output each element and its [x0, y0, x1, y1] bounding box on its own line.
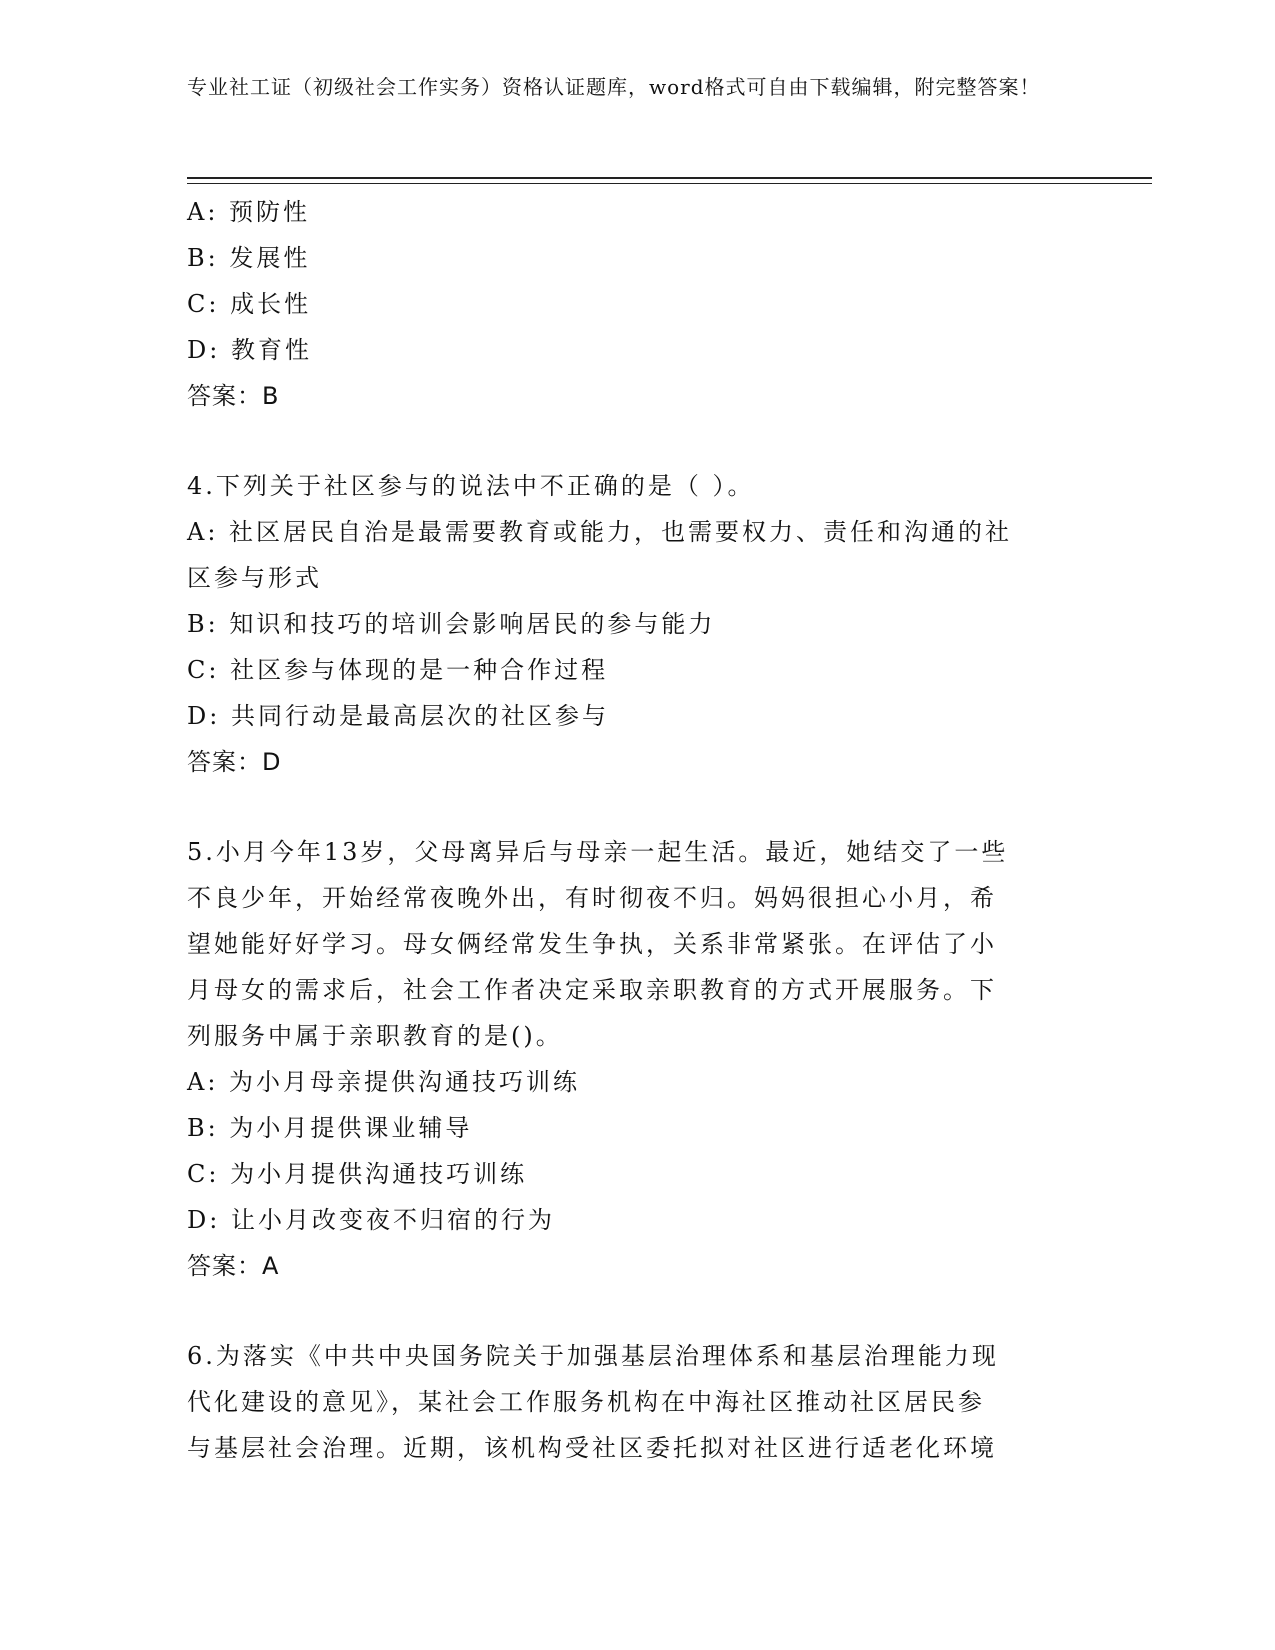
- answer-label: 答案：A: [187, 1252, 280, 1280]
- question-stem-line: 与基层社会治理。近期，该机构受社区委托拟对社区进行适老化环境: [187, 1434, 997, 1462]
- option-c: C: 社区参与体现的是一种合作过程: [187, 656, 609, 684]
- option-d: D: 教育性: [187, 336, 312, 364]
- question-stem-line: 代化建设的意见》，某社会工作服务机构在中海社区推动社区居民参: [187, 1388, 985, 1416]
- question-5: [187, 829, 1077, 1289]
- answer-label: 答案：D: [187, 748, 282, 776]
- option-a-continued: 区参与形式: [187, 564, 322, 592]
- question-6: [187, 1333, 1077, 1471]
- option-a: A: 为小月母亲提供沟通技巧训练: [187, 1068, 581, 1096]
- question-3: [187, 189, 1077, 419]
- option-b: B: 为小月提供课业辅导: [187, 1114, 473, 1142]
- question-content: [187, 189, 1077, 1471]
- question-stem-line: 月母女的需求后，社会工作者决定采取亲职教育的方式开展服务。下: [187, 976, 997, 1004]
- question-stem-line: 列服务中属于亲职教育的是()。: [187, 1022, 563, 1050]
- question-stem-line: 6.为落实《中共中央国务院关于加强基层治理体系和基层治理能力现: [187, 1342, 999, 1370]
- question-stem-line: 5.小月今年13岁，父母离异后与母亲一起生活。最近，她结交了一些: [187, 838, 1009, 866]
- option-d: D: 让小月改变夜不归宿的行为: [187, 1206, 555, 1234]
- question-stem-line: 望她能好好学习。母女俩经常发生争执，关系非常紧张。在评估了小: [187, 930, 997, 958]
- option-d: D: 共同行动是最高层次的社区参与: [187, 702, 609, 730]
- option-b: B: 发展性: [187, 244, 311, 272]
- question-4: [187, 463, 1077, 785]
- header-rule-thick: [187, 177, 1152, 179]
- option-c: C: 成长性: [187, 290, 312, 318]
- header-rule-thin: [187, 183, 1152, 184]
- question-stem-line: 不良少年，开始经常夜晚外出，有时彻夜不归。妈妈很担心小月，希: [187, 884, 997, 912]
- answer-label: 答案：B: [187, 382, 280, 410]
- option-c: C: 为小月提供沟通技巧训练: [187, 1160, 528, 1188]
- option-a: A: 社区居民自治是最需要教育或能力，也需要权力、责任和沟通的社: [187, 518, 1013, 546]
- question-stem: 4.下列关于社区参与的说法中不正确的是（ ）。: [187, 472, 755, 500]
- option-a: A: 预防性: [187, 198, 311, 226]
- option-b: B: 知识和技巧的培训会影响居民的参与能力: [187, 610, 716, 638]
- document-header: 专业社工证（初级社会工作实务）资格认证题库，word格式可自由下载编辑，附完整答案！: [187, 75, 1041, 99]
